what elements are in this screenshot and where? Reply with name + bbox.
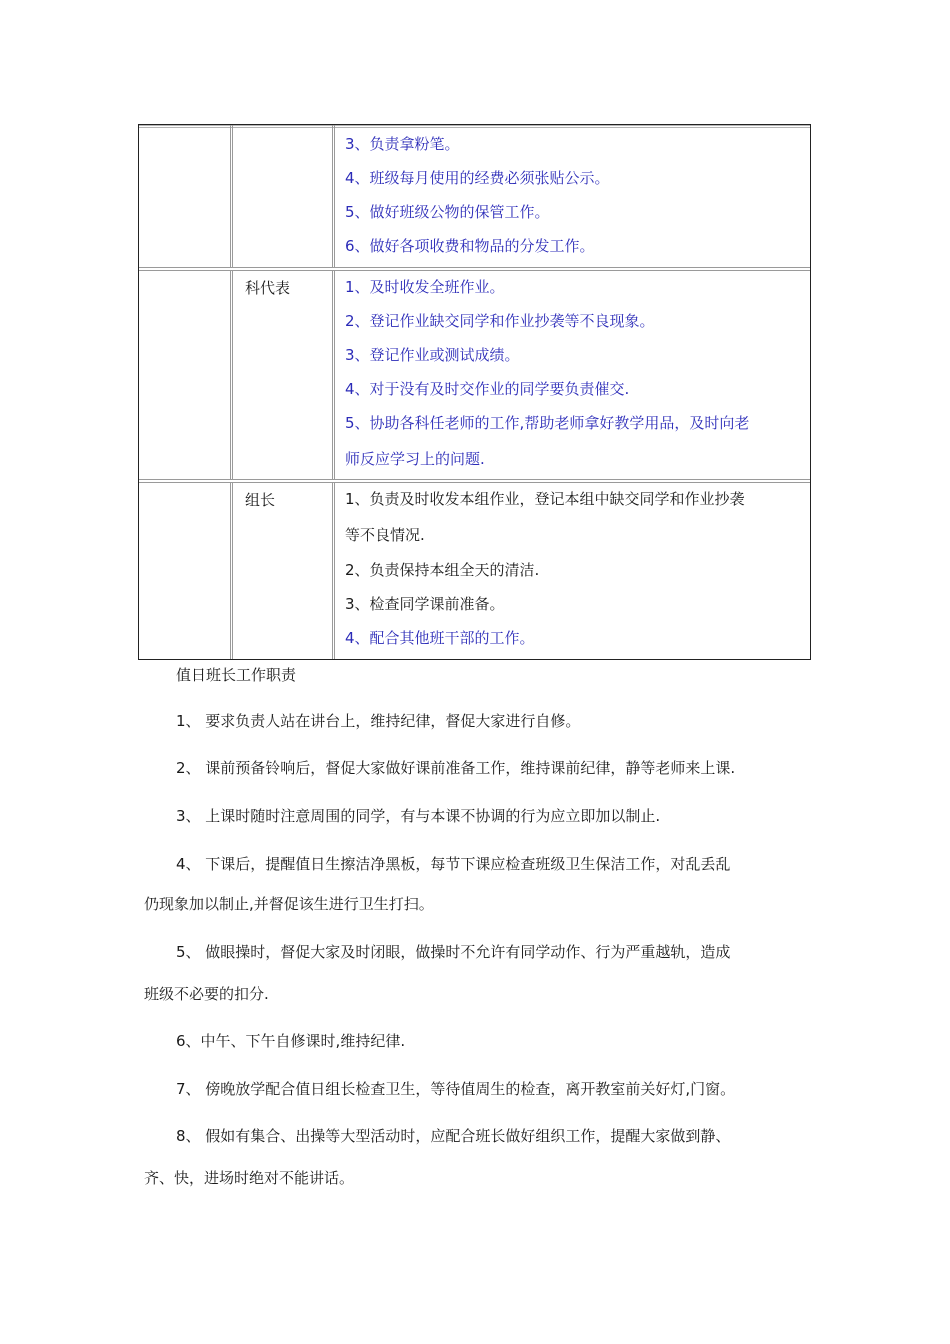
duty-line: 6、做好各项收费和物品的分发工作。	[345, 237, 595, 255]
table-cell-blank	[139, 125, 233, 267]
table-cell-duties	[337, 125, 810, 267]
duty-line: 3、负责拿粉笔。	[345, 135, 460, 153]
paragraph-line: 3、 上课时随时注意周围的同学，有与本课不协调的行为应立即加以制止.	[176, 807, 661, 825]
table-row	[139, 125, 810, 267]
duty-line: 等不良情况.	[345, 526, 425, 544]
duty-line: 师反应学习上的问题.	[345, 450, 485, 468]
paragraph-line: 2、 课前预备铃响后，督促大家做好课前准备工作，维持课前纪律，静等老师来上课.	[176, 759, 736, 777]
duty-line: 2、登记作业缺交同学和作业抄袭等不良现象。	[345, 312, 655, 330]
duty-line: 4、班级每月使用的经费必须张贴公示。	[345, 169, 610, 187]
duty-line: 4、对于没有及时交作业的同学要负责催交.	[345, 380, 630, 398]
paragraph-line: 班级不必要的扣分.	[144, 985, 269, 1003]
duty-line: 5、协助各科任老师的工作,帮助老师拿好教学用品，及时向老	[345, 414, 750, 432]
duty-line: 4、配合其他班干部的工作。	[345, 629, 535, 647]
paragraph-line: 齐、快，进场时绝对不能讲话。	[144, 1169, 355, 1187]
table-cell-duties	[337, 483, 810, 659]
paragraph-line: 5、 做眼操时，督促大家及时闭眼，做操时不允许有同学动作、行为严重越轨，造成	[176, 943, 731, 961]
role-label: 组长	[245, 491, 276, 509]
duty-line: 3、检查同学课前准备。	[345, 595, 505, 613]
duties-table	[138, 124, 811, 660]
table-cell-blank	[139, 271, 233, 479]
table-row	[139, 483, 810, 659]
paragraph-line: 6、中午、下午自修课时,维持纪律.	[176, 1032, 406, 1050]
paragraph-line: 仍现象加以制止,并督促该生进行卫生打扫。	[144, 895, 434, 913]
paragraph-line: 7、 傍晚放学配合值日组长检查卫生，等待值周生的检查，离开教室前关好灯,门窗。	[176, 1080, 736, 1098]
duty-line: 1、及时收发全班作业。	[345, 278, 505, 296]
paragraph-line: 8、 假如有集合、出操等大型活动时，应配合班长做好组织工作，提醒大家做到静、	[176, 1127, 731, 1145]
duty-line: 1、负责及时收发本组作业，登记本组中缺交同学和作业抄袭	[345, 490, 745, 508]
table-cell-role	[235, 483, 335, 659]
duty-line: 2、负责保持本组全天的清洁.	[345, 561, 540, 579]
table-row	[139, 271, 810, 479]
table-cell-role	[235, 125, 335, 267]
paragraph-line: 4、 下课后，提醒值日生擦洁净黑板，每节下课应检查班级卫生保洁工作，对乱丢乱	[176, 855, 731, 873]
section-title: 值日班长工作职责	[176, 666, 297, 684]
duty-line: 5、做好班级公物的保管工作。	[345, 203, 550, 221]
paragraph-line: 1、 要求负责人站在讲台上，维持纪律，督促大家进行自修。	[176, 712, 581, 730]
role-label: 科代表	[245, 279, 291, 297]
table-cell-duties	[337, 271, 810, 479]
table-cell-role	[235, 271, 335, 479]
table-cell-blank	[139, 483, 233, 659]
duty-line: 3、登记作业或测试成绩。	[345, 346, 520, 364]
